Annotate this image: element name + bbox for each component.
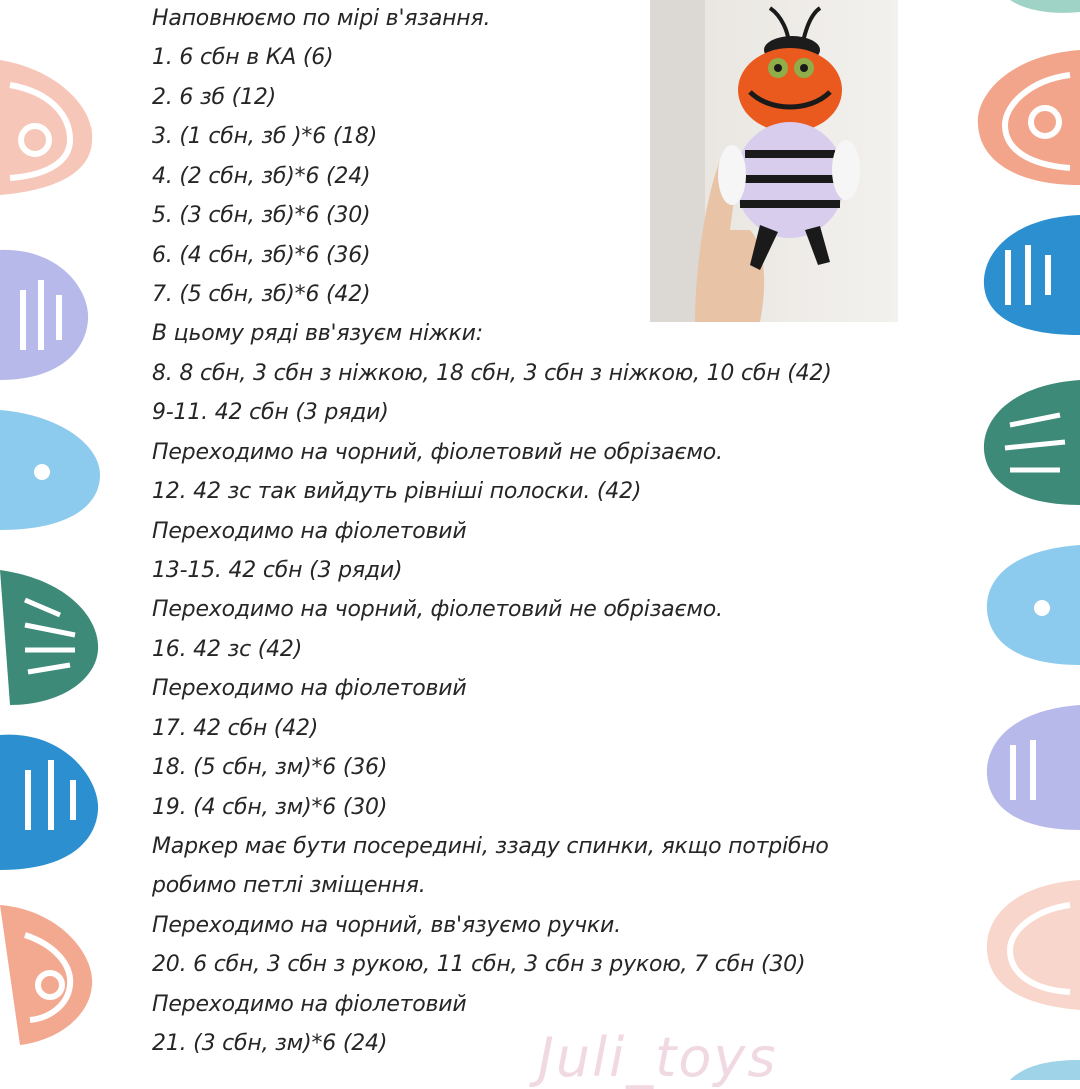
pattern-line: Наповнюємо по мірі в'язання. [152,6,491,31]
teal-arch-decoration [984,380,1080,505]
peach-arch-decoration [0,60,92,195]
toy-photo [650,0,898,322]
pattern-line: 2. 6 зб (12) [152,85,276,110]
pattern-line: 16. 42 зс (42) [152,637,303,662]
pattern-line: Переходимо на чорний, фіолетовий не обрізаємо. [152,597,723,622]
pattern-line: Переходимо на чорний, вв'язуємо ручки. [152,913,621,938]
pattern-line: Переходимо на фіолетовий [152,519,467,544]
blue-arch-decoration [984,215,1080,335]
pattern-line: Маркер має бути посередині, ззаду спинки, якщо потрібно [152,834,829,859]
pattern-line: 9-11. 42 сбн (3 ряди) [152,400,389,425]
pattern-line: робимо петлі зміщення. [152,873,426,898]
teal-top-fragment [1010,0,1080,13]
pattern-line: 5. (3 сбн, зб)*6 (30) [152,203,371,228]
watermark: Juli_toys [538,1026,778,1089]
pattern-line: 21. (3 сбн, зм)*6 (24) [152,1031,388,1056]
peach-arch-decoration [978,50,1080,185]
sky-bottom-fragment [1010,1060,1080,1080]
pattern-line: 6. (4 сбн, зб)*6 (36) [152,243,371,268]
pattern-line: 3. (1 сбн, зб )*6 (18) [152,124,378,149]
pattern-line: 17. 42 сбн (42) [152,716,319,741]
lavender-arch-decoration [0,250,88,380]
pattern-line: 20. 6 сбн, 3 сбн з рукою, 11 сбн, 3 сбн з рукою, 7 сбн (30) [152,952,806,977]
left-decoration-column [0,0,110,1080]
right-decoration-column [970,0,1080,1080]
pattern-line: 8. 8 сбн, 3 сбн з ніжкою, 18 сбн, 3 сбн з ніжкою, 10 сбн (42) [152,361,832,386]
pattern-line: 7. (5 сбн, зб)*6 (42) [152,282,371,307]
pattern-line: В цьому ряді вв'язуєм ніжки: [152,321,483,346]
blue-arch-decoration [0,735,98,870]
pattern-line: Переходимо на чорний, фіолетовий не обрізаємо. [152,440,723,465]
pattern-line: 13-15. 42 сбн (3 ряди) [152,558,403,583]
teal-arch-decoration [0,570,98,705]
pattern-line: 12. 42 зс так вийдуть рівніші полоски. (42) [152,479,642,504]
pattern-line: Переходимо на фіолетовий [152,992,467,1017]
peach-arch-decoration-bottom [0,905,92,1045]
pattern-line: 19. (4 сбн, зм)*6 (30) [152,795,388,820]
lavender-arch-decoration [987,705,1080,830]
pattern-line: 1. 6 сбн в КА (6) [152,45,334,70]
pattern-line: 18. (5 сбн, зм)*6 (36) [152,755,388,780]
pattern-line: Переходимо на фіолетовий [152,676,467,701]
pattern-line: 4. (2 сбн, зб)*6 (24) [152,164,371,189]
sky-arch-decoration [987,545,1080,665]
sky-arch-decoration [0,410,100,530]
peach-arch-decoration-bottom [987,880,1080,1010]
